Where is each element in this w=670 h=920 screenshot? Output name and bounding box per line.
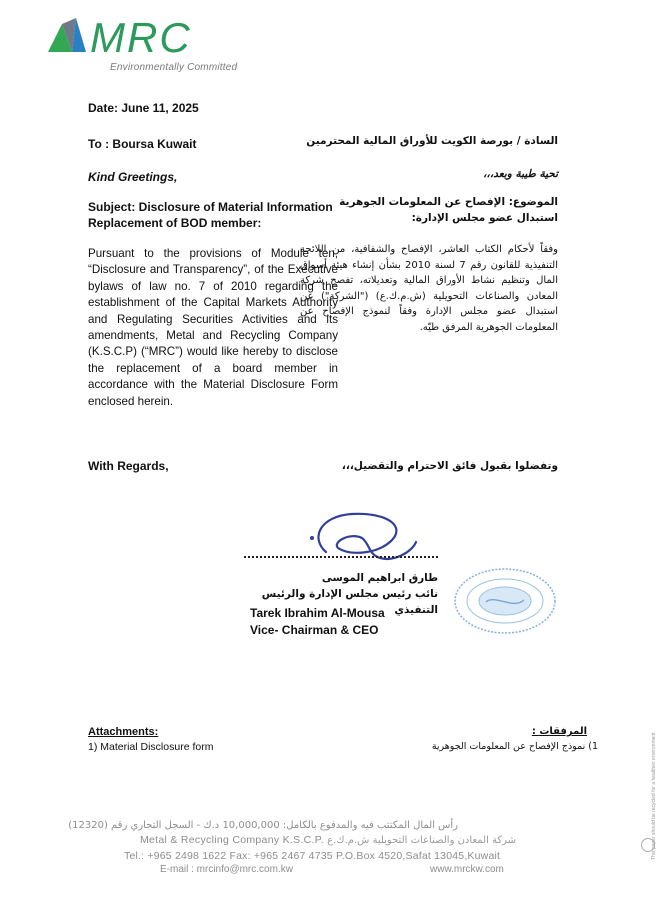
signatory-name: Tarek Ibrahim Al-Mousa xyxy=(250,606,385,620)
logo-text: MRC xyxy=(90,14,192,56)
closing: With Regards, xyxy=(88,459,169,473)
subject-line-2: Replacement of BOD member: xyxy=(88,216,262,230)
footer-company-ar: شركة المعادن والصناعات التحويلية ش.م.ك.ع xyxy=(327,835,517,846)
footer-contact: Tel.: +965 2498 1622 Fax: +965 2467 4735 P.O.Box 4520,Safat 13045,Kuwait xyxy=(124,850,501,862)
signatory-title: Vice- Chairman & CEO xyxy=(250,623,379,637)
greeting: Kind Greetings, xyxy=(88,170,178,184)
recycle-note-text: This paper should be recycled for a healthier environment xyxy=(651,732,657,860)
signatory-title-ar: نائب رئيس مجلس الإدارة والرئيس التنفيذي xyxy=(261,588,438,616)
body-arabic: وفقاً لأحكام الكتاب العاشر، الإفصاح والشفافية، من اللائحة التنفيذية للقانون رقم 7 لسنة 2010 بشأن إنشاء هيئة أسواق المال وتنظيم نشاط الأوراق المالية وتعديلاته، تفصح شركة المعادن والصناعات التحويلية (ش.م.ك.ع) ("الشركة") عن استبدال عضو مجلس الإدارة وفقاً لنموذج الإفصاح عن المعلومات الجوهرية المرفق طيّه. xyxy=(300,244,558,333)
subject-ar xyxy=(298,194,558,226)
signatory-name-ar: طارق ابراهيم الموسى xyxy=(321,572,438,584)
footer-email: E-mail : mrcinfo@mrc.com.kw xyxy=(160,864,293,875)
attachments-heading: Attachments: xyxy=(88,726,159,738)
attachment-item: 1) Material Disclosure form xyxy=(88,741,214,753)
body-english: Pursuant to the provisions of Module ten, “Disclosure and Transparency”, of the Executive bylaws of law no. 7 of 2010 regarding the establishment of the Capital Markets Authority and Regulating Securities Activities and its amendments, Metal and Recycling Company (K.S.C.P) (“MRC”) would like hereby to disclose the replacement of a board member in accordance with the Material Disclosure Form enclosed herein. xyxy=(88,247,338,408)
greeting-ar: تحية طيبة وبعد،،، xyxy=(483,168,558,180)
subject-ar-line-1: الموضوع: الإفصاح عن المعلومات الجوهرية xyxy=(339,196,558,208)
mrc-logo xyxy=(42,14,238,56)
closing-ar: وتفضلوا بقبول فائق الاحترام والتقضيل،،، xyxy=(341,460,558,472)
footer-company xyxy=(140,834,516,846)
logo-tagline: Environmentally Committed xyxy=(110,62,238,73)
signature-line xyxy=(244,556,438,558)
company-stamp xyxy=(452,566,558,636)
recycle-icon xyxy=(641,838,655,852)
letter-date: Date: June 11, 2025 xyxy=(88,101,199,115)
subject-ar-line-2: استبدال عضو مجلس الإدارة: xyxy=(411,212,558,224)
subject-line-1: Subject: Disclosure of Material Information xyxy=(88,200,333,214)
attachments-heading-ar: المرفقات : xyxy=(531,726,587,737)
recycle-note xyxy=(637,690,657,860)
footer-capital-ar: رأس المال المكتتب فيه والمدفوع بالكامل: 10,000,000 د.ك - السجل التجاري رقم (12320) xyxy=(68,820,458,831)
footer-company-en: Metal & Recycling Company K.S.C.P. xyxy=(140,834,324,846)
footer-website: www.mrckw.com xyxy=(430,864,504,875)
addressee-ar: السادة / بورصة الكويت للأوراق المالية المحترمين xyxy=(306,135,558,147)
attachment-item-ar: 1) نموذج الإفصاح عن المعلومات الجوهرية xyxy=(431,741,598,752)
addressee: To : Boursa Kuwait xyxy=(88,137,197,151)
